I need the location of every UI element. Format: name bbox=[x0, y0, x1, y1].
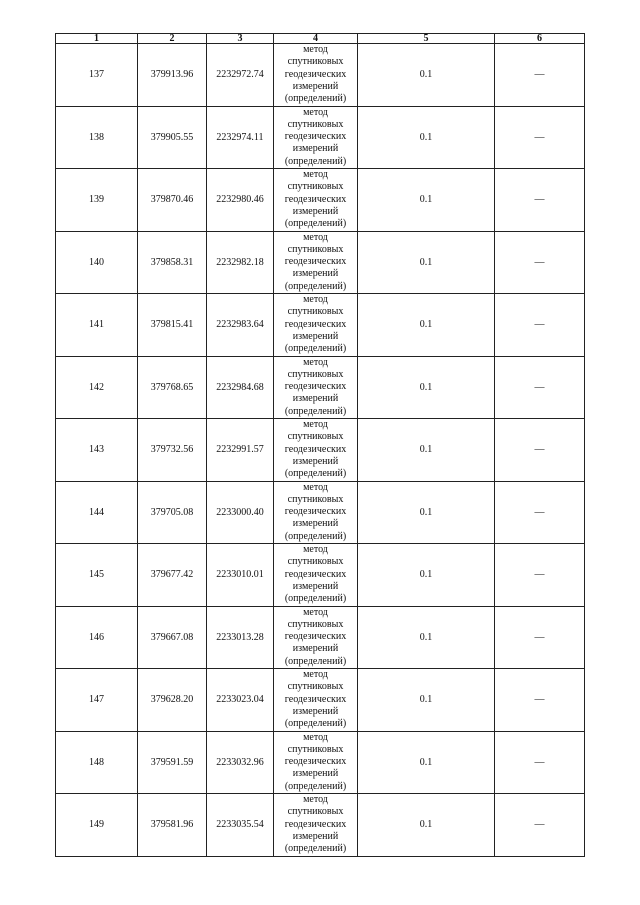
table-header bbox=[56, 34, 585, 44]
header-col-6: 6 bbox=[495, 34, 585, 44]
header-col-5: 5 bbox=[358, 34, 495, 44]
accuracy-cell: 0.1 bbox=[358, 794, 495, 857]
method-line: (определений) bbox=[284, 468, 347, 480]
y-coordinate-cell: 2233023.04 bbox=[207, 669, 274, 732]
accuracy-cell: 0.1 bbox=[358, 169, 495, 232]
method-cell bbox=[274, 169, 358, 232]
method-line: измерений bbox=[292, 80, 339, 92]
x-coordinate-cell: 379667.08 bbox=[138, 606, 207, 669]
table-row bbox=[56, 794, 585, 857]
point-number-cell: 139 bbox=[56, 169, 138, 232]
accuracy-cell: 0.1 bbox=[358, 44, 495, 107]
accuracy-cell: 0.1 bbox=[358, 481, 495, 544]
method-line: (определений) bbox=[284, 655, 347, 667]
method-cell bbox=[274, 606, 358, 669]
accuracy-cell: 0.1 bbox=[358, 731, 495, 794]
table-body bbox=[56, 44, 585, 857]
method-line: метод bbox=[303, 356, 328, 368]
method-line: (определений) bbox=[284, 218, 347, 230]
method-line: спутниковых bbox=[287, 556, 344, 568]
y-coordinate-cell: 2232982.18 bbox=[207, 231, 274, 294]
method-line: (определений) bbox=[284, 843, 347, 855]
method-line: измерений bbox=[292, 580, 339, 592]
point-number-cell: 146 bbox=[56, 606, 138, 669]
method-line: измерений bbox=[292, 705, 339, 717]
point-number-cell: 147 bbox=[56, 669, 138, 732]
table-row bbox=[56, 356, 585, 419]
method-line: метод bbox=[303, 231, 328, 243]
method-line: геодезических bbox=[284, 693, 347, 705]
method-line: (определений) bbox=[284, 593, 347, 605]
method-line: метод bbox=[303, 669, 328, 681]
method-cell bbox=[274, 419, 358, 482]
method-line: геодезических bbox=[284, 568, 347, 580]
point-number-cell: 149 bbox=[56, 794, 138, 857]
header-col-4: 4 bbox=[274, 34, 358, 44]
method-line: спутниковых bbox=[287, 243, 344, 255]
point-number-cell: 144 bbox=[56, 481, 138, 544]
description-cell: — bbox=[495, 606, 585, 669]
method-line: измерений bbox=[292, 143, 339, 155]
accuracy-cell: 0.1 bbox=[358, 419, 495, 482]
method-line: геодезических bbox=[284, 68, 347, 80]
method-line: измерений bbox=[292, 455, 339, 467]
y-coordinate-cell: 2233010.01 bbox=[207, 544, 274, 607]
method-line: геодезических bbox=[284, 256, 347, 268]
y-coordinate-cell: 2232972.74 bbox=[207, 44, 274, 107]
description-cell: — bbox=[495, 669, 585, 732]
method-line: спутниковых bbox=[287, 306, 344, 318]
y-coordinate-cell: 2232980.46 bbox=[207, 169, 274, 232]
method-line: геодезических bbox=[284, 381, 347, 393]
method-line: (определений) bbox=[284, 530, 347, 542]
x-coordinate-cell: 379732.56 bbox=[138, 419, 207, 482]
point-number-cell: 138 bbox=[56, 106, 138, 169]
x-coordinate-cell: 379815.41 bbox=[138, 294, 207, 357]
point-number-cell: 145 bbox=[56, 544, 138, 607]
method-cell bbox=[274, 356, 358, 419]
method-line: метод bbox=[303, 169, 328, 181]
method-cell bbox=[274, 106, 358, 169]
x-coordinate-cell: 379858.31 bbox=[138, 231, 207, 294]
method-line: измерений bbox=[292, 643, 339, 655]
method-line: измерений bbox=[292, 268, 339, 280]
description-cell: — bbox=[495, 794, 585, 857]
method-line: геодезических bbox=[284, 631, 347, 643]
x-coordinate-cell: 379628.20 bbox=[138, 669, 207, 732]
method-line: (определений) bbox=[284, 155, 347, 167]
table-row bbox=[56, 606, 585, 669]
method-line: спутниковых bbox=[287, 806, 344, 818]
description-cell: — bbox=[495, 106, 585, 169]
table-row bbox=[56, 419, 585, 482]
method-line: спутниковых bbox=[287, 181, 344, 193]
table-row bbox=[56, 294, 585, 357]
accuracy-cell: 0.1 bbox=[358, 294, 495, 357]
table-row bbox=[56, 231, 585, 294]
description-cell: — bbox=[495, 44, 585, 107]
method-line: (определений) bbox=[284, 343, 347, 355]
accuracy-cell: 0.1 bbox=[358, 106, 495, 169]
method-line: геодезических bbox=[284, 131, 347, 143]
x-coordinate-cell: 379581.96 bbox=[138, 794, 207, 857]
header-row bbox=[56, 34, 585, 44]
method-line: (определений) bbox=[284, 405, 347, 417]
method-line: метод bbox=[303, 106, 328, 118]
table-row bbox=[56, 544, 585, 607]
description-cell: — bbox=[495, 169, 585, 232]
table-row bbox=[56, 731, 585, 794]
y-coordinate-cell: 2232983.64 bbox=[207, 294, 274, 357]
point-number-cell: 137 bbox=[56, 44, 138, 107]
y-coordinate-cell: 2233000.40 bbox=[207, 481, 274, 544]
method-line: спутниковых bbox=[287, 56, 344, 68]
method-line: геодезических bbox=[284, 818, 347, 830]
x-coordinate-cell: 379677.42 bbox=[138, 544, 207, 607]
method-line: измерений bbox=[292, 205, 339, 217]
x-coordinate-cell: 379705.08 bbox=[138, 481, 207, 544]
method-line: метод bbox=[303, 419, 328, 431]
table-row bbox=[56, 669, 585, 732]
table-row bbox=[56, 169, 585, 232]
y-coordinate-cell: 2233032.96 bbox=[207, 731, 274, 794]
method-line: (определений) bbox=[284, 280, 347, 292]
accuracy-cell: 0.1 bbox=[358, 356, 495, 419]
x-coordinate-cell: 379913.96 bbox=[138, 44, 207, 107]
point-number-cell: 140 bbox=[56, 231, 138, 294]
y-coordinate-cell: 2232974.11 bbox=[207, 106, 274, 169]
accuracy-cell: 0.1 bbox=[358, 606, 495, 669]
point-number-cell: 148 bbox=[56, 731, 138, 794]
description-cell: — bbox=[495, 544, 585, 607]
header-col-3: 3 bbox=[207, 34, 274, 44]
description-cell: — bbox=[495, 419, 585, 482]
accuracy-cell: 0.1 bbox=[358, 544, 495, 607]
x-coordinate-cell: 379905.55 bbox=[138, 106, 207, 169]
description-cell: — bbox=[495, 481, 585, 544]
method-line: спутниковых bbox=[287, 431, 344, 443]
method-line: метод bbox=[303, 731, 328, 743]
method-cell bbox=[274, 731, 358, 794]
method-line: метод bbox=[303, 481, 328, 493]
method-cell bbox=[274, 44, 358, 107]
point-number-cell: 141 bbox=[56, 294, 138, 357]
method-line: измерений bbox=[292, 830, 339, 842]
method-line: (определений) bbox=[284, 780, 347, 792]
coordinates-table bbox=[55, 33, 585, 857]
method-line: спутниковых bbox=[287, 118, 344, 130]
method-line: геодезических bbox=[284, 318, 347, 330]
method-line: измерений bbox=[292, 330, 339, 342]
method-line: спутниковых bbox=[287, 493, 344, 505]
method-line: метод bbox=[303, 606, 328, 618]
description-cell: — bbox=[495, 294, 585, 357]
description-cell: — bbox=[495, 356, 585, 419]
method-line: измерений bbox=[292, 518, 339, 530]
method-cell bbox=[274, 231, 358, 294]
method-line: геодезических bbox=[284, 756, 347, 768]
x-coordinate-cell: 379870.46 bbox=[138, 169, 207, 232]
method-line: измерений bbox=[292, 768, 339, 780]
table-row bbox=[56, 481, 585, 544]
description-cell: — bbox=[495, 731, 585, 794]
method-line: метод bbox=[303, 794, 328, 806]
method-cell bbox=[274, 481, 358, 544]
method-cell bbox=[274, 794, 358, 857]
description-cell: — bbox=[495, 231, 585, 294]
accuracy-cell: 0.1 bbox=[358, 231, 495, 294]
method-cell bbox=[274, 544, 358, 607]
method-line: метод bbox=[303, 44, 328, 56]
y-coordinate-cell: 2232991.57 bbox=[207, 419, 274, 482]
y-coordinate-cell: 2233013.28 bbox=[207, 606, 274, 669]
point-number-cell: 143 bbox=[56, 419, 138, 482]
method-line: метод bbox=[303, 294, 328, 306]
method-line: измерений bbox=[292, 393, 339, 405]
method-cell bbox=[274, 294, 358, 357]
method-line: спутниковых bbox=[287, 681, 344, 693]
method-line: спутниковых bbox=[287, 618, 344, 630]
method-line: спутниковых bbox=[287, 368, 344, 380]
method-line: спутниковых bbox=[287, 743, 344, 755]
method-line: метод bbox=[303, 544, 328, 556]
method-line: геодезических bbox=[284, 506, 347, 518]
y-coordinate-cell: 2233035.54 bbox=[207, 794, 274, 857]
header-col-1: 1 bbox=[56, 34, 138, 44]
accuracy-cell: 0.1 bbox=[358, 669, 495, 732]
method-line: (определений) bbox=[284, 93, 347, 105]
y-coordinate-cell: 2232984.68 bbox=[207, 356, 274, 419]
method-cell bbox=[274, 669, 358, 732]
method-line: (определений) bbox=[284, 718, 347, 730]
x-coordinate-cell: 379591.59 bbox=[138, 731, 207, 794]
x-coordinate-cell: 379768.65 bbox=[138, 356, 207, 419]
header-col-2: 2 bbox=[138, 34, 207, 44]
table-row bbox=[56, 44, 585, 107]
point-number-cell: 142 bbox=[56, 356, 138, 419]
method-line: геодезических bbox=[284, 193, 347, 205]
method-line: геодезических bbox=[284, 443, 347, 455]
table-row bbox=[56, 106, 585, 169]
